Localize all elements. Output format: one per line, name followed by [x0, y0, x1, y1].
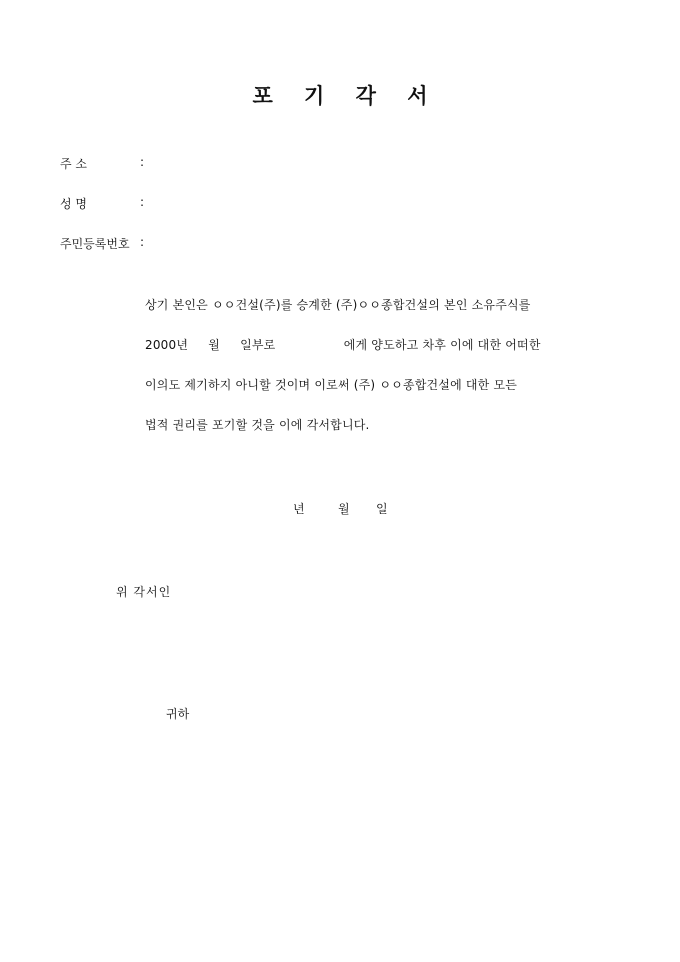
addressee-label: 귀하	[166, 707, 190, 721]
name-label: 성 명	[60, 197, 87, 211]
body-line-3: 이의도 제기하지 아니할 것이며 이로써 (주) ㅇㅇ종합건설에 대한 모든	[145, 378, 518, 392]
resident-id-colon: :	[140, 235, 145, 249]
date-year: 년	[293, 502, 305, 516]
address-label: 주 소	[60, 157, 87, 171]
date-month: 월	[338, 502, 350, 516]
date-day: 일	[376, 502, 388, 516]
body-line-1: 상기 본인은 ㅇㅇ건설(주)를 승계한 (주)ㅇㅇ종합건설의 본인 소유주식를	[145, 298, 531, 312]
body-line-2: 2000년 월 일부로 에게 양도하고 차후 이에 대한 어떠한	[145, 338, 541, 352]
body-line-4: 법적 권리를 포기할 것을 이에 각서합니다.	[145, 418, 370, 432]
signer-label: 위 각서인	[116, 585, 172, 599]
resident-id-label: 주민등록번호	[60, 237, 130, 251]
address-colon: :	[140, 155, 145, 169]
document-title: 포 기 각 서	[252, 83, 440, 108]
name-colon: :	[140, 195, 145, 209]
